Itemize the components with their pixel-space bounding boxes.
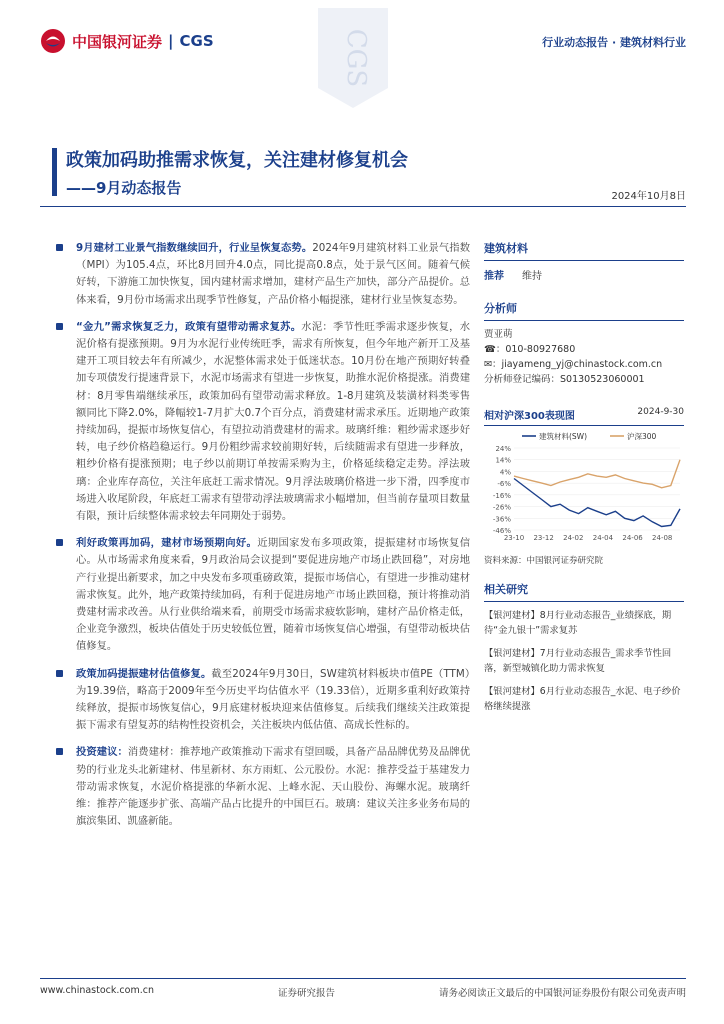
related-heading: 相关研究 <box>484 581 684 602</box>
paragraph-text: 近期国家发布多项政策，提振建材市场恢复信心。从市场需求角度来看，9月政治局会议提到“要促进房地产市场止跌回稳”，对房地产行业提出新要求，加之中央发布多项重磅政策，提振市场信心，有望进一步推动建材需求恢复。此外，地产政策持续加码，有利于促进房地产市场止跌回稳，预计将推动消费建材需求改善。从行业供给端来看，前期受市场需求疲软影响，建材产品价格走低，企业竞争激烈，板块估值处于历史较低位置，随着市场恢复信心增强，有望带动板块估值修复。 <box>76 537 471 653</box>
x-tick-label: 24-04 <box>592 534 614 542</box>
paragraph-text: 消费建材：推荐地产政策推动下需求有望回暖，具备产品品牌优势及品牌优势的行业龙头北新建材、伟星新材、东方雨虹、公元股份。水泥：推荐受益于基建发力带动需求恢复，水泥价格提涨的华新水泥、上峰水泥、天山股份、海螺水泥。玻璃纤维：推荐产能逐步扩张、高端产品占比提升的中国巨石。玻璃：建议关注多业务布局的旗滨集团、凯盛新能。 <box>76 746 471 828</box>
paragraph <box>52 666 470 735</box>
page-title: 政策加码助推需求恢复，关注建材修复机会 <box>66 150 408 171</box>
brand-mark-icon <box>40 28 66 54</box>
bullet-icon <box>56 244 63 251</box>
brand-name: 中国银河证券 <box>72 32 163 51</box>
sidebar <box>484 240 684 722</box>
brand-separator: | <box>168 32 174 50</box>
footer-url[interactable]: www.chinastock.com.cn <box>40 985 154 996</box>
related-item[interactable]: 【银河建材】8月行业动态报告_业绩探底，期待“金九银十”需求复苏 <box>484 610 672 636</box>
performance-chart <box>484 426 684 546</box>
analyst-cert: 分析师登记编码：S0130523060001 <box>484 374 645 385</box>
chart-title: 相对沪深300表现图 <box>484 411 575 422</box>
legend-label: 建筑材料(SW) <box>539 432 588 441</box>
x-tick-label: 24-02 <box>563 534 584 542</box>
paragraph-lead: 投资建议： <box>76 746 128 759</box>
main-content <box>52 240 470 841</box>
y-tick-label: 14% <box>495 456 511 465</box>
paragraph-lead: 政策加码提振建材估值修复。 <box>76 667 212 680</box>
rating-label: 推荐 <box>484 271 504 282</box>
x-tick-label: 23-12 <box>533 534 554 542</box>
y-tick-label: -46% <box>492 527 511 535</box>
y-tick-label: -26% <box>492 503 511 512</box>
industry-label: 建筑材料 <box>484 240 684 261</box>
x-tick-label: 24-08 <box>652 534 673 542</box>
paragraph-text: 水泥：季节性旺季需求逐步恢复，水泥价格有提涨预期。9月为水泥行业传统旺季，需求有所恢复，但今年地产新开工及基建开工项目较去年有所减少，水泥整体需求处于低迷状态。10月份在地产预期好转叠加专项债发行提速背景下，水泥市场需求有望进一步恢复，助推水泥价格提涨。消费建材：8月零售端继续承压，政策加码有望带动需求释放。1-8月建筑及装潢材料类零售额同比下降2.0%，降幅较1-7月扩大0.7个百分点，消费建材需求承压。近期地产政策持续加码，提振市场恢复信心，有望拉动消费建材的需求。玻璃纤维：粗纱需求逐步好转，电子纱价格趋稳运行。9月份粗纱需求较前期好转，后续随需求有望进一步释放，粗纱价格有提涨预期；电子纱以前期订单按需采购为主，价格延续稳定走势。浮法玻璃：企业库存高位，关注年底赶工需求情况。9月浮法玻璃价格进一步下滑，四季度市场进入收尾阶段，年底赶工需求有望带动浮法玻璃需求小幅增加，但当前存量项目数量有限，预计后续整体需求较去年同期处于弱势。 <box>76 320 470 523</box>
y-tick-label: 4% <box>499 468 511 477</box>
paragraph-text: 2024年9月建筑材料工业景气指数（MPI）为105.4点，环比8月回升4.0点，同比提高0.8点，处于景气区间。随着气候好转，下游施工加快恢复，国内建材需求增加，建材产品生产加快，部分产品提价。总体来看，9月份市场需求出现季节性修复，产品价格小幅提涨，建材行业呈恢复态势。 <box>76 242 470 306</box>
svg-text:CGS: CGS <box>341 28 371 88</box>
header-divider <box>40 206 686 207</box>
footer-divider <box>40 978 686 979</box>
rating-row <box>484 267 684 282</box>
rating-value: 维持 <box>522 271 542 282</box>
y-tick-label: -6% <box>497 480 511 489</box>
analyst-heading: 分析师 <box>484 300 684 321</box>
y-tick-label: 24% <box>495 445 511 453</box>
report-date: 2024年10月8日 <box>611 191 686 202</box>
analyst-name: 贾亚萌 <box>484 329 513 340</box>
footer-disclaimer: 请务必阅读正文最后的中国银河证券股份有限公司免责声明 <box>438 988 686 999</box>
x-tick-label: 24-06 <box>622 534 643 542</box>
chart-source: 资料来源：中国银河证券研究院 <box>484 556 604 566</box>
brand-name-en: CGS <box>179 32 214 50</box>
footer-center: 证券研究报告 <box>278 988 336 999</box>
analyst-email: ✉：jiayameng_yj@chinastock.com.cn <box>484 359 663 370</box>
y-tick-label: -16% <box>492 491 511 500</box>
paragraph-lead: 9月建材工业景气指数继续回升，行业呈恢复态势。 <box>76 242 313 254</box>
bullet-icon <box>56 748 63 755</box>
chart-date: 2024-9-30 <box>637 407 684 417</box>
brand-logo <box>40 28 214 54</box>
bullet-icon <box>56 323 63 330</box>
title-accent-bar <box>52 148 57 196</box>
bullet-icon <box>56 539 63 546</box>
series-line <box>514 460 680 488</box>
chart-header <box>484 407 684 426</box>
paragraph-lead: “金九”需求恢复乏力，政策有望带动需求复苏。 <box>76 320 302 333</box>
x-tick-label: 23-10 <box>503 534 525 542</box>
paragraph <box>52 744 470 830</box>
paragraph-lead: 利好政策再加码，建材市场预期向好。 <box>76 537 258 550</box>
analyst-phone: ☎：010-80927680 <box>484 344 576 355</box>
related-item[interactable]: 【银河建材】7月行业动态报告_需求季节性回落，新型城镇化助力需求恢复 <box>484 648 672 674</box>
paragraph-text: 截至2024年9月30日，SW建筑材料板块市值PE（TTM）为19.39倍，略高于2009年至今历史平均估值水平（19.33倍），近期多重利好政策持续释放，提振市场恢复信心，9月底建材板块迎来估值修复。后续我们继续关注政策提振下需求有望复苏的结构性投资机会，关注板块内低估值、高成长性标的。 <box>76 667 470 732</box>
y-tick-label: -36% <box>492 515 511 524</box>
paragraph <box>52 535 470 655</box>
paragraph <box>52 319 470 525</box>
report-type: 行业动态报告 · 建筑材料行业 <box>542 36 686 49</box>
bullet-icon <box>56 670 63 677</box>
related-item[interactable]: 【银河建材】6月行业动态报告_水泥、电子纱价格继续提涨 <box>484 686 681 712</box>
cgs-watermark-icon <box>318 8 388 108</box>
legend-label: 沪深300 <box>627 432 657 441</box>
page-subtitle: ——9月动态报告 <box>66 179 182 197</box>
paragraph <box>52 240 470 309</box>
